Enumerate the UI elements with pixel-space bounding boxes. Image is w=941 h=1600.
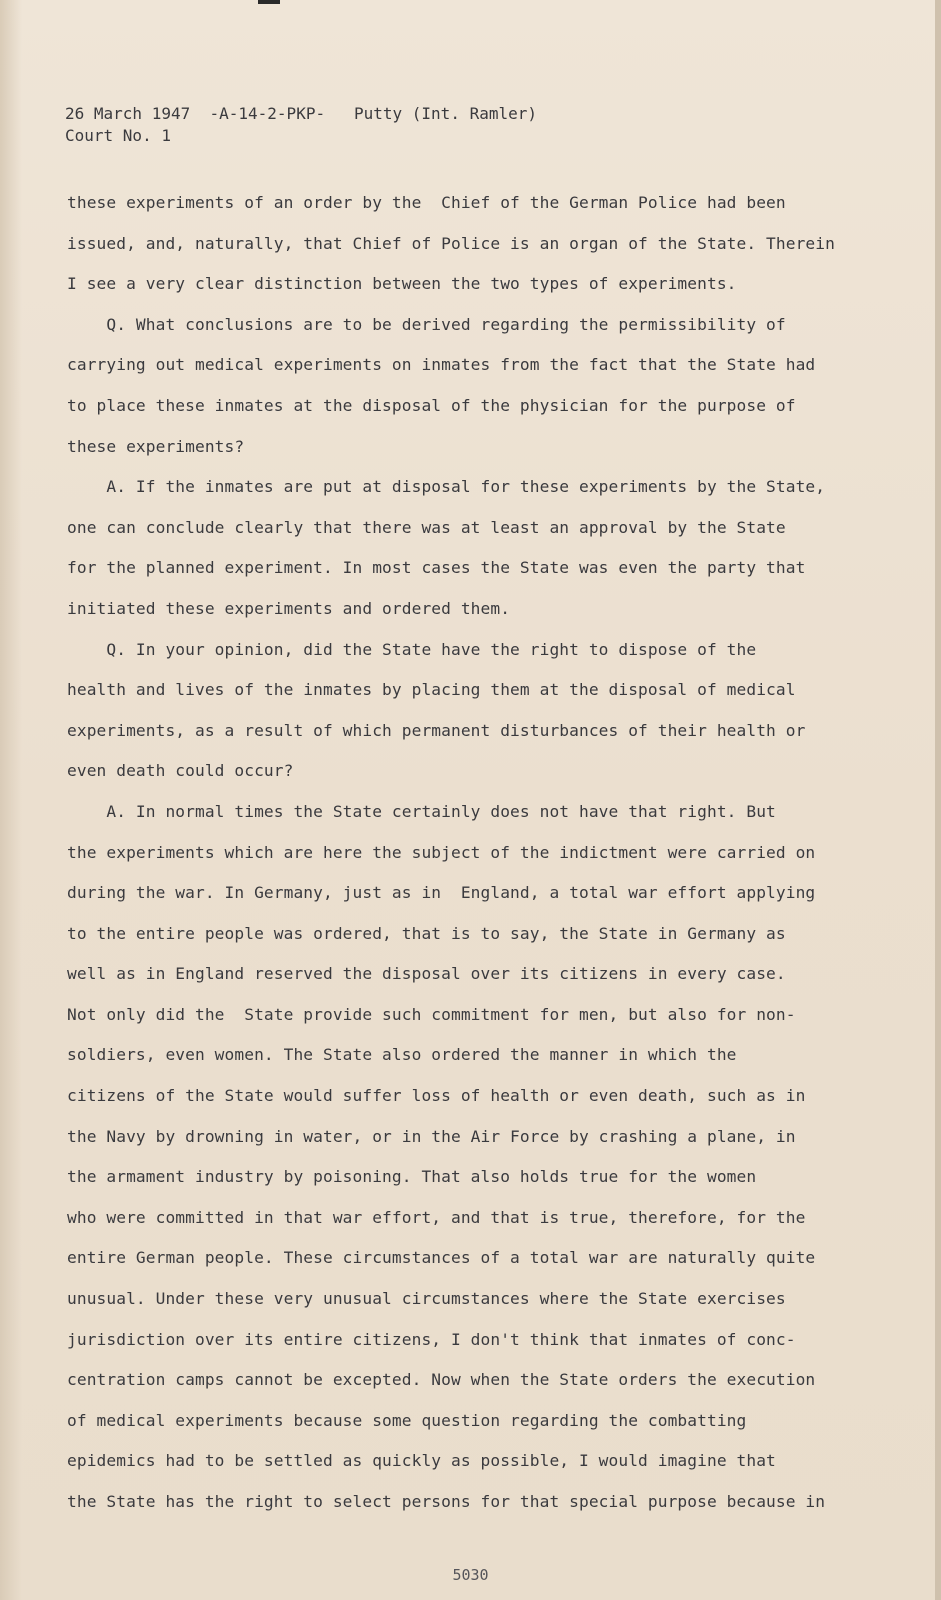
text-line: I see a very clear distinction between the two types of experiments. xyxy=(67,274,737,294)
text-line: these experiments of an order by the Chief of the German Police had been xyxy=(67,193,786,212)
text-line: entire German people. These circumstances of a total war are naturally quite xyxy=(67,1248,816,1268)
text-line: even death could occur? xyxy=(67,761,294,781)
text-line: Not only did the State provide such commitment for men, but also for non- xyxy=(67,1004,796,1024)
text-line: during the war. In Germany, just as in England, a total war effort applying xyxy=(67,883,816,903)
text-line: of medical experiments because some question regarding the combatting xyxy=(67,1410,747,1430)
header-court-line: Court No. 1 xyxy=(65,126,171,145)
text-line: soldiers, even women. The State also ordered the manner in which the xyxy=(67,1045,737,1065)
text-line: A. In normal times the State certainly does not have that right. But xyxy=(67,801,776,821)
text-line: unusual. Under these very unusual circumstances where the State exercises xyxy=(67,1289,786,1309)
text-line: to place these inmates at the disposal of the physician for the purpose of xyxy=(67,395,796,415)
text-line: carrying out medical experiments on inmates from the fact that the State had xyxy=(67,355,816,375)
text-line: A. If the inmates are put at disposal for these experiments by the State, xyxy=(67,477,826,497)
text-line: the Navy by drowning in water, or in the Air Force by crashing a plane, in xyxy=(67,1126,796,1146)
text-line: Q. In your opinion, did the State have the right to dispose of the xyxy=(67,639,757,659)
transcript-body xyxy=(67,183,867,1523)
staple-mark xyxy=(258,0,280,4)
text-line: the State has the right to select persons for that special purpose because in xyxy=(67,1492,826,1511)
text-line: centration camps cannot be excepted. Now when the State orders the execution xyxy=(67,1370,816,1390)
paper-edge-right xyxy=(935,0,941,1600)
text-line: epidemics had to be settled as quickly as possible, I would imagine that xyxy=(67,1451,776,1471)
transcript-header xyxy=(65,103,537,147)
text-line: one can conclude clearly that there was at least an approval by the State xyxy=(67,517,786,537)
text-line: for the planned experiment. In most cases the State was even the party that xyxy=(67,558,806,578)
page-number: 5030 xyxy=(452,1566,489,1584)
text-line: Q. What conclusions are to be derived regarding the permissibility of xyxy=(67,314,786,334)
text-line: health and lives of the inmates by placing them at the disposal of medical xyxy=(67,680,796,700)
text-line: initiated these experiments and ordered them. xyxy=(67,598,511,618)
text-line: who were committed in that war effort, and that is true, therefore, for the xyxy=(67,1207,806,1227)
text-line: citizens of the State would suffer loss of health or even death, such as in xyxy=(67,1086,806,1106)
header-date-line: 26 March 1947 -A-14-2-PKP- Putty (Int. Ramler) xyxy=(65,104,538,123)
text-line: the experiments which are here the subject of the indictment were carried on xyxy=(67,842,816,862)
text-line: experiments, as a result of which permanent disturbances of their health or xyxy=(67,720,806,740)
text-line: the armament industry by poisoning. That also holds true for the women xyxy=(67,1167,757,1187)
text-line: to the entire people was ordered, that is to say, the State in Germany as xyxy=(67,923,786,943)
text-line: these experiments? xyxy=(67,436,245,456)
paper-edge-left xyxy=(0,0,22,1600)
text-line: jurisdiction over its entire citizens, I don't think that inmates of conc- xyxy=(67,1329,796,1349)
text-line: well as in England reserved the disposal over its citizens in every case. xyxy=(67,964,786,984)
text-line: issued, and, naturally, that Chief of Police is an organ of the State. Therein xyxy=(67,233,835,253)
